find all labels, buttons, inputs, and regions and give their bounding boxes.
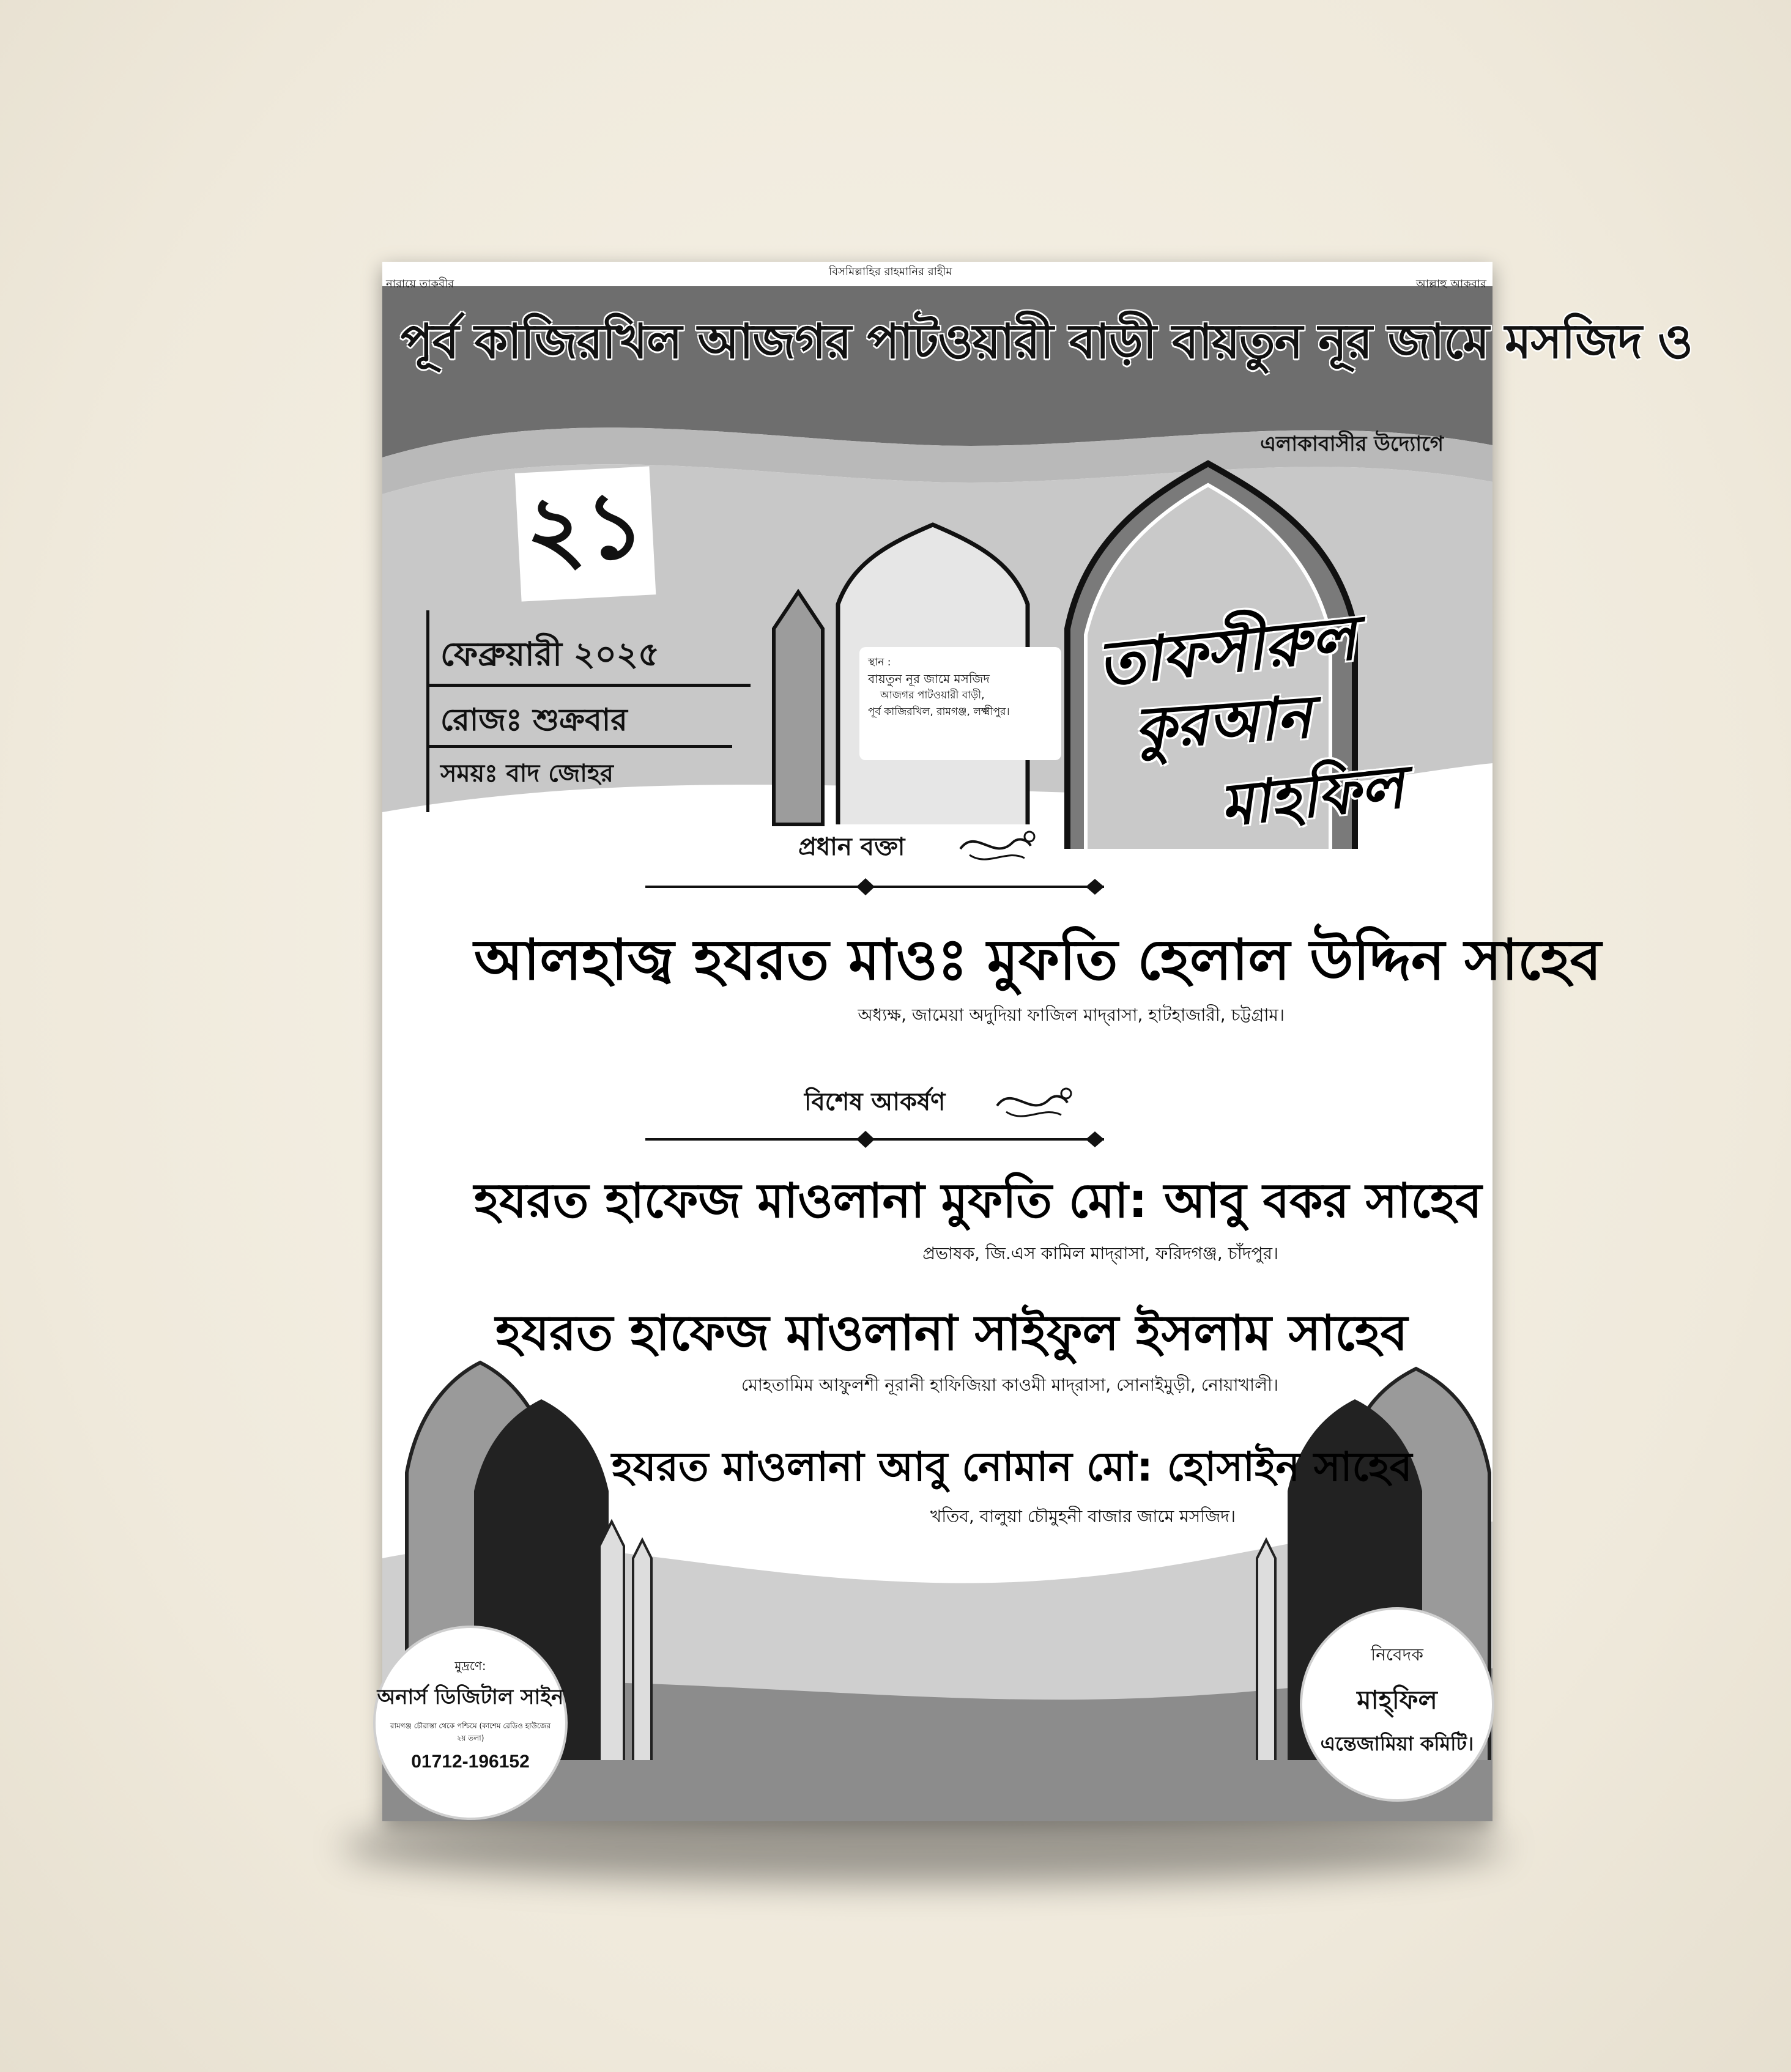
chief-speaker-heading: প্রধান বক্তা [798, 833, 905, 861]
chief-speaker-name: আলহাজ্ব হযরত মাওঃ মুফতি হেলাল উদ্দিন সাহেব [474, 927, 1601, 993]
venue-line2: আজগর পাটওয়ারী বাড়ী, [880, 689, 985, 701]
special-heading: বিশেষ আকর্ষণ [804, 1088, 946, 1116]
venue-line3: পূর্ব কাজিরখিল, রামগঞ্জ, লক্ষ্মীপুর। [868, 706, 1010, 718]
calligraphy-line2: কুরআন [1132, 682, 1314, 763]
date-bar [426, 610, 429, 812]
venue-card [859, 647, 1061, 760]
event-time: সময়ঃ বাদ জোহর [440, 760, 614, 788]
presenter-label: নিবেদক [1371, 1645, 1423, 1665]
printer-name: অনার্স ডিজিটাল সাইন [377, 1685, 564, 1709]
presenter-line2: এন্তেজামিয়া কমিটি। [1320, 1732, 1474, 1755]
poster [377, 262, 1693, 1821]
event-day: ২১ [515, 466, 656, 601]
special-speaker-3-name: হযরত মাওলানা আবু নোমান মো: হোসাইন সাহেব [612, 1443, 1412, 1490]
divider-line [426, 745, 732, 748]
takbir-text: নারায়ে তাকবীর [386, 278, 454, 290]
bismillah-text: বিসমিল্লাহির রাহমানির রাহীম [829, 265, 952, 278]
divider-line [426, 684, 751, 687]
event-weekday: রোজঃ শুক্রবার [440, 702, 628, 738]
poster-shadow [343, 1810, 1505, 1884]
printer-address: রামগঞ্জ চৌরাস্তা থেকে পশ্চিমে (কাশেম রেডিও হাউজের ২য় তলা) [390, 1722, 551, 1742]
allahu-akbar-text: আল্লাহু আকবার [1416, 278, 1486, 290]
printer-phone: 01712-196152 [411, 1752, 530, 1772]
calligraphy-line3: মাহফিল [1217, 752, 1407, 840]
presenter-line1: মাহ্‌ফিল [1357, 1685, 1437, 1715]
chief-speaker-designation: অধ্যক্ষ, জামেয়া অদুদিয়া ফাজিল মাদ্‌রাসা, হাটহাজারী, চট্টগ্রাম। [858, 1005, 1285, 1025]
special-speaker-2-name: হযরত হাফেজ মাওলানা সাইফুল ইসলাম সাহেব [495, 1304, 1408, 1361]
organizer-subtitle: এলাকাবাসীর উদ্যোগে [1260, 432, 1444, 456]
special-speaker-3-designation: খতিব, বালুয়া চৌমুহনী বাজার জামে মসজিদ। [930, 1506, 1236, 1526]
event-month-year: ফেব্রুয়ারী ২০২৫ [440, 635, 660, 673]
calligraphy-line1: তাফসীরুল [1094, 601, 1360, 700]
venue-line1: বায়তুন নূর জামে মসজিদ [868, 672, 990, 686]
printer-label: মুদ্রণে: [454, 1659, 486, 1673]
special-speaker-2-designation: মোহতামিম আফুলশী নূরানী হাফিজিয়া কাওমী মাদ্‌রাসা, সোনাইমুড়ী, নোয়াখালী। [741, 1375, 1278, 1395]
special-speaker-1-designation: প্রভাষক, জি.এস কামিল মাদ্‌রাসা, ফরিদগঞ্জ, চাঁদপুর। [922, 1243, 1278, 1264]
floral-ornament-icon [957, 824, 1037, 867]
venue-label: স্থান : [868, 656, 891, 668]
special-speaker-1-name: হযরত হাফেজ মাওলানা মুফতি মো: আবু বকর সাহেব [474, 1174, 1482, 1229]
presenter-badge [1300, 1607, 1494, 1802]
floral-ornament-icon [994, 1081, 1073, 1124]
printer-badge [373, 1626, 568, 1820]
organizer-title: পূর্ব কাজিরখিল আজগর পাটওয়ারী বাড়ী বায়তুন নূর জামে মসজিদ ও [401, 314, 1693, 369]
